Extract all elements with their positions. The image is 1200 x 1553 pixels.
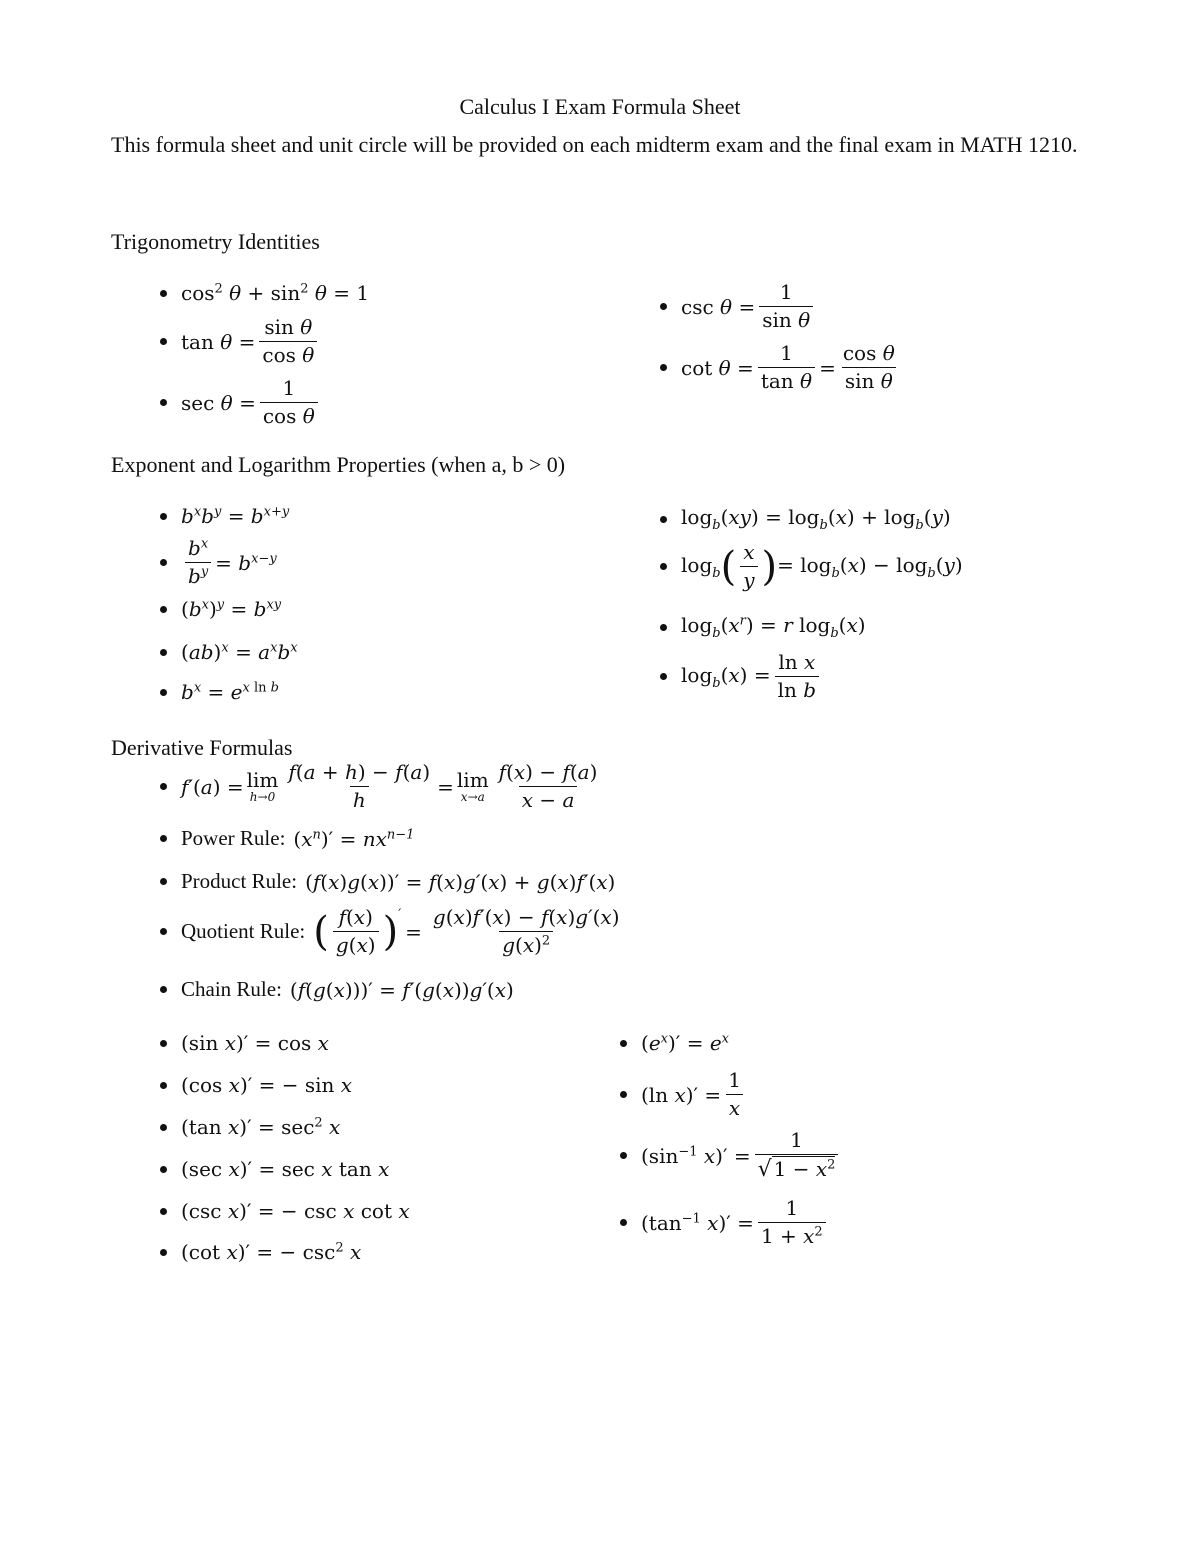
bullet-icon (660, 563, 667, 570)
trig-heading: Trigonometry Identities (111, 229, 320, 254)
formula-deriv-arctan: ($\tan^{-1}$ x)′ = $\frac{1}{1 + x^2}$ (620, 1196, 830, 1249)
bullet-icon (160, 513, 167, 520)
bullet-icon (160, 399, 167, 406)
formula-deriv-csc: (csc x)′ = − csc x cot x (160, 1199, 410, 1223)
formula-deriv-cos: (cos x)′ = − sin x (160, 1073, 352, 1097)
formula-exp-product: $b^xb^y = b^{x+y}$ (160, 504, 289, 528)
bullet-icon (660, 516, 667, 523)
chain-rule-label: Chain Rule: (181, 977, 282, 1001)
bullet-icon (160, 1082, 167, 1089)
bullet-icon (660, 303, 667, 310)
bullet-icon (160, 835, 167, 842)
product-rule-label: Product Rule: (181, 869, 298, 893)
power-rule-label: Power Rule: (181, 826, 286, 850)
formula-csc-identity: csc θ = $\frac{1}{\text{sin θ}}$ (660, 280, 817, 333)
bullet-icon (160, 606, 167, 613)
bullet-icon (160, 783, 167, 790)
quotient-rule-label: Quotient Rule: (181, 919, 306, 943)
bullet-icon (620, 1219, 627, 1226)
deriv-heading: Derivative Formulas (111, 735, 293, 760)
intro-paragraph: This formula sheet and unit circle will be provided on each midterm exam and the final exam in MATH 1210. (111, 132, 1078, 157)
bullet-icon (160, 986, 167, 993)
formula-deriv-ln: (ln x)′ = $\frac{1}{x}$ (620, 1068, 748, 1121)
formula-deriv-cot: (cot x)′ = − $\csc^2 x$ (160, 1240, 361, 1264)
bullet-icon (160, 1124, 167, 1131)
formula-deriv-sec: (sec x)′ = sec x tan x (160, 1157, 389, 1181)
formula-tan-identity: tan θ = $\frac{\text{sin θ}}{\text{cos θ}}$ (160, 315, 321, 368)
formula-exp-natural: $b^x = e^{x ln b}$ (160, 680, 279, 704)
formula-deriv-sin: (sin x)′ = cos x (160, 1031, 329, 1055)
bullet-icon (160, 1166, 167, 1173)
formula-log-change-base: $\log_b(x)$ = $\frac{\text{ln x}}{\text{ln b}}$ (660, 650, 823, 703)
bullet-icon (660, 364, 667, 371)
bullet-icon (660, 673, 667, 680)
formula-product-rule: Product Rule: (f(x)g(x))′ = f(x)g′(x) + g(x)f′(x) (160, 869, 615, 894)
formula-deriv-arcsin: ($\sin^{-1}$ x)′ = $\frac{1}{√ 1 - x^2}$ (620, 1128, 842, 1184)
formula-deriv-exp: $(e^x)' = e^x$ (620, 1031, 729, 1055)
bullet-icon (620, 1040, 627, 1047)
bullet-icon (620, 1091, 627, 1098)
bullet-icon (660, 624, 667, 631)
bullet-icon (160, 928, 167, 935)
formula-exp-quotient: $\frac{b^x}{b^y}$ = $b^{x-y}$ (160, 536, 277, 589)
formula-cot-identity: cot θ = $\frac{1}{\text{tan θ}}$ = $\frac{\text{cos θ}}{\text{sin θ}}$ (660, 341, 902, 394)
bullet-icon (160, 290, 167, 297)
formula-exp-power: $(b^x)^y = b^{xy}$ (160, 597, 281, 621)
formula-pythagorean-identity: $\cos^2 \theta + \sin^2 \theta = 1$ (160, 281, 369, 305)
formula-deriv-tan: (tan $x)' = \sec^2 x$ (160, 1115, 340, 1139)
bullet-icon (160, 559, 167, 566)
formula-log-quotient: $\log_b$ ( $\frac{x}{y}$ ) = $\log_b(x) - \log_b(y)$ (660, 540, 963, 593)
formula-exp-product-base: $(ab)^x = a^xb^x$ (160, 640, 298, 664)
formula-derivative-definition: f′(a) = lim h→0 $\frac{f(a + h) - f(a)}{h}$ = lim x→a $\frac{f(x) - f(a)}{x - a}$ (160, 760, 604, 813)
formula-quotient-rule: Quotient Rule: ( $\frac{f(x)}{g(x)}$ ) ′ = $\frac{g(x)f'(x) - f(x)g'(x)}{g(x)^2}$ (160, 905, 627, 958)
formula-sec-identity: sec θ = $\frac{1}{\text{cos θ}}$ (160, 376, 322, 429)
bullet-icon (160, 338, 167, 345)
formula-power-rule: Power Rule: $(x^n)' = nx^{n-1}$ (160, 826, 414, 851)
bullet-icon (160, 649, 167, 656)
page-title: Calculus I Exam Formula Sheet (459, 94, 741, 119)
bullet-icon (160, 1249, 167, 1256)
formula-log-product: $\log_b(xy) = \log_b(x) + \log_b(y)$ (660, 505, 951, 533)
explog-heading: Exponent and Logarithm Properties (when a, b > 0) (111, 452, 566, 477)
bullet-icon (160, 878, 167, 885)
formula-log-power: $\log_b(x^r) = r$ $\log_b(x)$ (660, 613, 866, 641)
bullet-icon (160, 689, 167, 696)
formula-chain-rule: Chain Rule: (f(g(x)))′ = f′(g(x))g′(x) (160, 977, 514, 1002)
bullet-icon (620, 1152, 627, 1159)
bullet-icon (160, 1040, 167, 1047)
bullet-icon (160, 1208, 167, 1215)
